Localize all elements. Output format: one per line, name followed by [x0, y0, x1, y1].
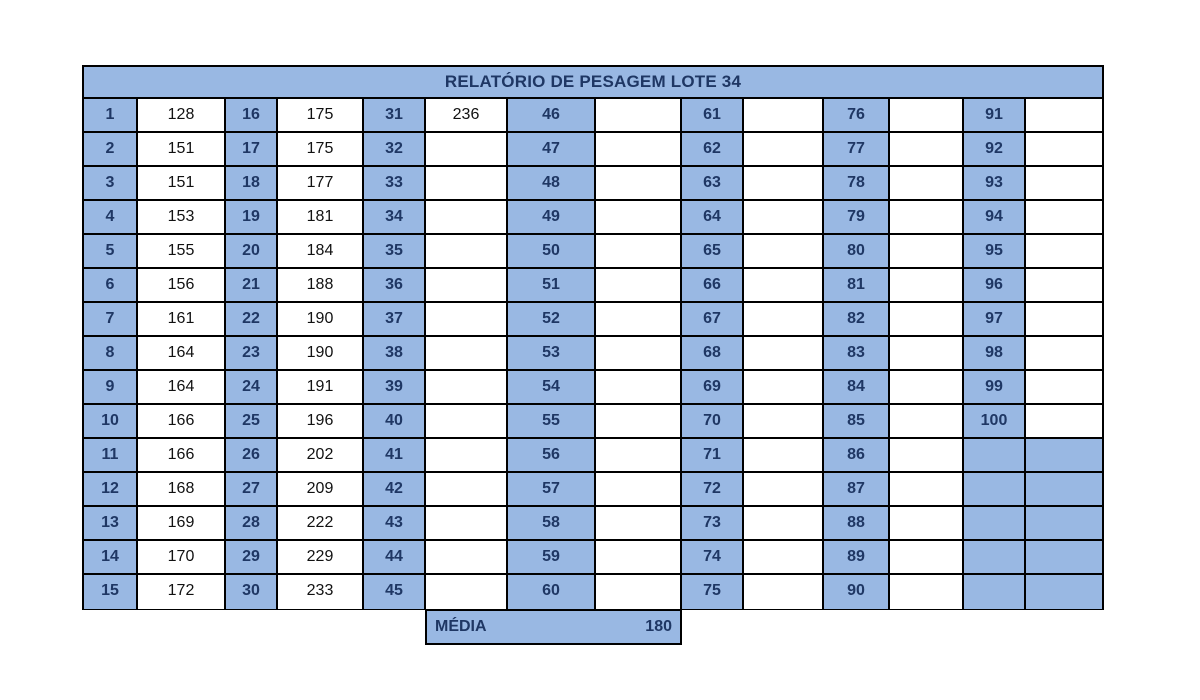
weight-value-cell: 153 [138, 201, 226, 235]
row-index-cell: 29 [226, 541, 278, 575]
row-index-cell: 36 [364, 269, 426, 303]
row-index-cell: 66 [682, 269, 744, 303]
row-index-cell: 33 [364, 167, 426, 201]
row-index-cell: 67 [682, 303, 744, 337]
row-index-cell: 34 [364, 201, 426, 235]
row-index-cell: 64 [682, 201, 744, 235]
weight-value-cell [596, 405, 682, 439]
weight-value-cell [426, 133, 508, 167]
report-title: RELATÓRIO DE PESAGEM LOTE 34 [84, 67, 1102, 99]
weight-value-cell [426, 303, 508, 337]
weight-value-cell [890, 405, 964, 439]
weight-value-cell [1026, 167, 1102, 201]
weight-value-cell [1026, 439, 1102, 473]
row-index-cell: 74 [682, 541, 744, 575]
weight-value-cell [890, 303, 964, 337]
row-index-cell: 55 [508, 405, 596, 439]
weight-value-cell [1026, 337, 1102, 371]
row-index-cell: 24 [226, 371, 278, 405]
row-index-cell: 95 [964, 235, 1026, 269]
row-index-cell: 92 [964, 133, 1026, 167]
weight-value-cell [596, 201, 682, 235]
weight-value-cell [890, 507, 964, 541]
row-index-cell: 30 [226, 575, 278, 609]
row-index-cell: 38 [364, 337, 426, 371]
row-index-cell: 35 [364, 235, 426, 269]
row-index-cell: 10 [84, 405, 138, 439]
weight-value-cell [744, 99, 824, 133]
weight-value-cell [596, 133, 682, 167]
weight-value-cell [890, 541, 964, 575]
row-index-cell: 8 [84, 337, 138, 371]
row-index-cell: 19 [226, 201, 278, 235]
row-index-cell: 32 [364, 133, 426, 167]
weight-value-cell: 191 [278, 371, 364, 405]
weight-value-cell [596, 235, 682, 269]
weight-value-cell: 196 [278, 405, 364, 439]
weight-value-cell [744, 405, 824, 439]
row-index-cell: 88 [824, 507, 890, 541]
weight-value-cell [890, 337, 964, 371]
weight-value-cell [596, 269, 682, 303]
weight-value-cell [596, 337, 682, 371]
row-index-cell: 49 [508, 201, 596, 235]
weight-value-cell [426, 439, 508, 473]
row-index-cell: 89 [824, 541, 890, 575]
weight-value-cell: 190 [278, 337, 364, 371]
row-index-cell: 43 [364, 507, 426, 541]
row-index-cell: 25 [226, 405, 278, 439]
weight-value-cell: 233 [278, 575, 364, 609]
weight-value-cell: 181 [278, 201, 364, 235]
row-index-cell: 63 [682, 167, 744, 201]
row-index-cell: 23 [226, 337, 278, 371]
weight-value-cell: 155 [138, 235, 226, 269]
weight-value-cell [426, 405, 508, 439]
row-index-cell: 70 [682, 405, 744, 439]
average-label: MÉDIA [435, 618, 487, 635]
weight-value-cell: 128 [138, 99, 226, 133]
weight-value-cell [596, 575, 682, 609]
weight-value-cell: 209 [278, 473, 364, 507]
row-index-cell [964, 575, 1026, 609]
row-index-cell: 77 [824, 133, 890, 167]
row-index-cell: 56 [508, 439, 596, 473]
weight-value-cell [890, 439, 964, 473]
row-index-cell: 16 [226, 99, 278, 133]
row-index-cell: 83 [824, 337, 890, 371]
weight-value-cell [744, 337, 824, 371]
weight-value-cell: 190 [278, 303, 364, 337]
weight-value-cell [1026, 473, 1102, 507]
row-index-cell: 99 [964, 371, 1026, 405]
row-index-cell: 73 [682, 507, 744, 541]
weight-value-cell [596, 99, 682, 133]
row-index-cell: 7 [84, 303, 138, 337]
weight-value-cell [1026, 507, 1102, 541]
row-index-cell: 69 [682, 371, 744, 405]
weight-value-cell [890, 269, 964, 303]
row-index-cell: 86 [824, 439, 890, 473]
weight-value-cell [426, 167, 508, 201]
weight-value-cell [1026, 541, 1102, 575]
weight-value-cell [426, 269, 508, 303]
weight-value-cell [890, 99, 964, 133]
weight-value-cell: 166 [138, 439, 226, 473]
row-index-cell: 61 [682, 99, 744, 133]
row-index-cell: 27 [226, 473, 278, 507]
row-index-cell: 28 [226, 507, 278, 541]
row-index-cell: 13 [84, 507, 138, 541]
weight-value-cell: 151 [138, 167, 226, 201]
row-index-cell: 98 [964, 337, 1026, 371]
row-index-cell: 5 [84, 235, 138, 269]
weight-value-cell: 168 [138, 473, 226, 507]
row-index-cell [964, 507, 1026, 541]
row-index-cell: 57 [508, 473, 596, 507]
row-index-cell: 42 [364, 473, 426, 507]
weight-value-cell [890, 575, 964, 609]
row-index-cell: 48 [508, 167, 596, 201]
weight-value-cell [1026, 99, 1102, 133]
weight-value-cell: 164 [138, 371, 226, 405]
row-index-cell: 93 [964, 167, 1026, 201]
row-index-cell: 26 [226, 439, 278, 473]
row-index-cell: 87 [824, 473, 890, 507]
row-index-cell: 85 [824, 405, 890, 439]
weight-value-cell [744, 575, 824, 609]
row-index-cell: 90 [824, 575, 890, 609]
weight-value-cell: 164 [138, 337, 226, 371]
row-index-cell: 39 [364, 371, 426, 405]
weight-value-cell: 222 [278, 507, 364, 541]
weight-value-cell [596, 473, 682, 507]
weight-value-cell [1026, 269, 1102, 303]
weight-value-cell [744, 439, 824, 473]
weight-value-cell [426, 201, 508, 235]
weight-value-cell: 166 [138, 405, 226, 439]
weighing-report-table [82, 65, 1104, 610]
weight-value-cell [426, 371, 508, 405]
weight-value-cell [596, 507, 682, 541]
weight-value-cell [744, 473, 824, 507]
row-index-cell: 75 [682, 575, 744, 609]
row-index-cell: 20 [226, 235, 278, 269]
row-index-cell: 44 [364, 541, 426, 575]
weight-value-cell [426, 541, 508, 575]
row-index-cell: 12 [84, 473, 138, 507]
row-index-cell: 97 [964, 303, 1026, 337]
row-index-cell: 1 [84, 99, 138, 133]
weight-value-cell [426, 507, 508, 541]
weight-value-cell: 151 [138, 133, 226, 167]
weight-value-cell: 177 [278, 167, 364, 201]
weight-value-cell: 156 [138, 269, 226, 303]
weight-value-cell [426, 575, 508, 609]
weight-value-cell: 170 [138, 541, 226, 575]
row-index-cell: 54 [508, 371, 596, 405]
row-index-cell [964, 439, 1026, 473]
weight-value-cell: 169 [138, 507, 226, 541]
weight-value-cell: 175 [278, 99, 364, 133]
row-index-cell: 37 [364, 303, 426, 337]
row-index-cell: 45 [364, 575, 426, 609]
weight-value-cell [1026, 303, 1102, 337]
row-index-cell: 40 [364, 405, 426, 439]
row-index-cell: 91 [964, 99, 1026, 133]
row-index-cell: 82 [824, 303, 890, 337]
row-index-cell: 52 [508, 303, 596, 337]
row-index-cell: 80 [824, 235, 890, 269]
row-index-cell: 46 [508, 99, 596, 133]
row-index-cell: 62 [682, 133, 744, 167]
weight-value-cell: 184 [278, 235, 364, 269]
row-index-cell: 78 [824, 167, 890, 201]
weight-value-cell [596, 439, 682, 473]
row-index-cell: 6 [84, 269, 138, 303]
weight-value-cell [890, 167, 964, 201]
row-index-cell: 22 [226, 303, 278, 337]
row-index-cell: 100 [964, 405, 1026, 439]
weight-value-cell [744, 371, 824, 405]
row-index-cell: 9 [84, 371, 138, 405]
row-index-cell: 76 [824, 99, 890, 133]
row-index-cell: 50 [508, 235, 596, 269]
row-index-cell: 58 [508, 507, 596, 541]
weight-value-cell [890, 133, 964, 167]
row-index-cell: 60 [508, 575, 596, 609]
row-index-cell: 31 [364, 99, 426, 133]
weight-value-cell [744, 541, 824, 575]
weight-value-cell: 229 [278, 541, 364, 575]
row-index-cell: 41 [364, 439, 426, 473]
row-index-cell: 3 [84, 167, 138, 201]
weight-value-cell [1026, 575, 1102, 609]
row-index-cell: 81 [824, 269, 890, 303]
row-index-cell: 51 [508, 269, 596, 303]
weight-value-cell [890, 235, 964, 269]
weight-value-cell [1026, 235, 1102, 269]
weight-value-cell [596, 371, 682, 405]
weight-value-cell [596, 541, 682, 575]
row-index-cell: 71 [682, 439, 744, 473]
average-box [425, 609, 682, 645]
weight-value-cell [426, 337, 508, 371]
row-index-cell: 96 [964, 269, 1026, 303]
row-index-cell: 11 [84, 439, 138, 473]
weight-value-cell [596, 167, 682, 201]
weight-value-cell [1026, 201, 1102, 235]
weight-value-cell [744, 269, 824, 303]
row-index-cell: 47 [508, 133, 596, 167]
row-index-cell: 84 [824, 371, 890, 405]
weight-value-cell: 175 [278, 133, 364, 167]
weight-value-cell [890, 473, 964, 507]
weight-value-cell [1026, 371, 1102, 405]
row-index-cell [964, 541, 1026, 575]
row-index-cell: 15 [84, 575, 138, 609]
row-index-cell: 79 [824, 201, 890, 235]
weight-value-cell: 172 [138, 575, 226, 609]
row-index-cell: 65 [682, 235, 744, 269]
weight-value-cell: 202 [278, 439, 364, 473]
weight-value-cell: 236 [426, 99, 508, 133]
weight-value-cell [744, 201, 824, 235]
row-index-cell: 2 [84, 133, 138, 167]
row-index-cell: 18 [226, 167, 278, 201]
weight-value-cell [744, 167, 824, 201]
row-index-cell: 68 [682, 337, 744, 371]
row-index-cell: 17 [226, 133, 278, 167]
average-value: 180 [645, 618, 672, 635]
row-index-cell: 4 [84, 201, 138, 235]
weight-value-cell [890, 201, 964, 235]
row-index-cell: 94 [964, 201, 1026, 235]
row-index-cell: 53 [508, 337, 596, 371]
weight-value-cell [1026, 405, 1102, 439]
weight-value-cell [744, 133, 824, 167]
weight-value-cell: 188 [278, 269, 364, 303]
weight-value-cell [744, 507, 824, 541]
row-index-cell: 14 [84, 541, 138, 575]
weight-value-cell: 161 [138, 303, 226, 337]
weight-value-cell [596, 303, 682, 337]
row-index-cell: 72 [682, 473, 744, 507]
weight-value-cell [1026, 133, 1102, 167]
row-index-cell: 21 [226, 269, 278, 303]
weight-value-cell [744, 235, 824, 269]
row-index-cell [964, 473, 1026, 507]
weight-value-cell [426, 235, 508, 269]
weight-value-cell [890, 371, 964, 405]
weight-value-cell [744, 303, 824, 337]
row-index-cell: 59 [508, 541, 596, 575]
weight-value-cell [426, 473, 508, 507]
